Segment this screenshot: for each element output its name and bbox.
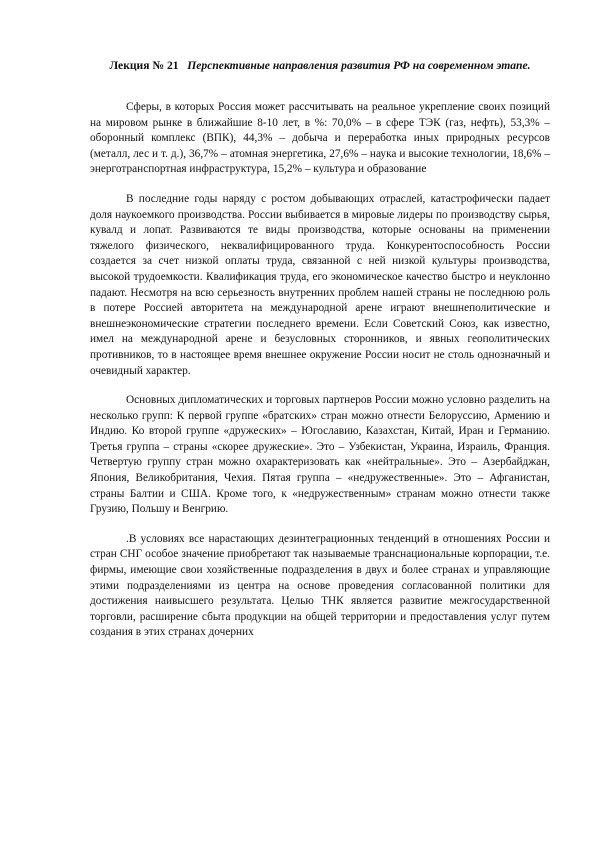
paragraph-industry-decline: В последние годы наряду с ростом добывающих отраслей, катастрофически падает доля наукоемкого производства. России выбивается в мировые лидеры по производству сырья, кувалд и лопат. Развиваются те виды производства, которые основаны на применении тяжелого физического, неквалифицированного труда. Конкурентоспособность России создается за счет низкой оплаты труда, связанной с ней низкой культуры производства, высокой трудоемкости. Квалификация труда, его экономическое качество быстро и неуклонно падают. Несмотря на всю серьезность внутренних проблем нашей страны не последнюю роль в потере Россией авторитета на международной арене играют внешнеполитические и внешнеэкономические стратегии последнего времени. Если Советский Союз, как известно, имел на международной арене и безусловных сторонников, и явных геополитических противников, то в настоящее время внешнее окружение России носит не столь однозначный и очевидный характер. [90, 192, 550, 377]
paragraph-tnc: .В условиях все нарастающих дезинтеграционных тенденций в отношениях России и стран СНГ особое значение приобретают так называемые транснациональные корпорации, т.е. фирмы, имеющие свои хозяйственные подразделения в двух и более странах и управляющие этими подразделениями из центра на основе проведения согласованной политики для достижения наивысшего результата. Целью ТНК является развитие межгосударственной торговли, расширение сбыта продукции на общей территории и предоставления услуг путем создания в этих странах дочерних [90, 532, 550, 639]
lecture-title [90, 58, 550, 74]
paragraph-sectors: Сферы, в которых Россия может рассчитывать на реальное укрепление своих позиций на мировом рынке в ближайшие 8-10 лет, в %: 70,0% – в сфере ТЭК (газ, нефть), 53,3% – оборонный комплекс (ВПК), 44,3% – добыча и переработка иных природных ресурсов (металл, лес и т. д.), 36,7% – атомная энергетика, 27,6% – наука и высокие технологии, 18,6% – энерготранспортная инфраструктура, 15,2% – культура и образование [90, 101, 550, 176]
lecture-number: Лекция № 21 [109, 59, 179, 72]
lecture-topic: Перспективные направления развития РФ на современном этапе. [187, 59, 531, 72]
paragraph-partners: Основных дипломатических и торговых партнеров России можно условно разделить на несколько групп: К первой группе «братских» стран можно отнести Белоруссию, Армению и Индию. Ко второй группе «дружеских» – Югославию, Казахстан, Китай, Иран и Германию. Третья группа – страны «скорее дружеские». Это – Узбекистан, Украина, Израиль, Франция. Четвертую группу стран можно охарактеризовать как «нейтральные». Это – Азербайджан, Япония, Великобритания, Чехия. Пятая группа – «недружественные». Это – Афганистан, страны Балтии и США. Кроме того, к «недружественным» странам можно отнести также Грузию, Польшу и Венгрию. [90, 394, 550, 516]
lecture-body [90, 100, 550, 641]
